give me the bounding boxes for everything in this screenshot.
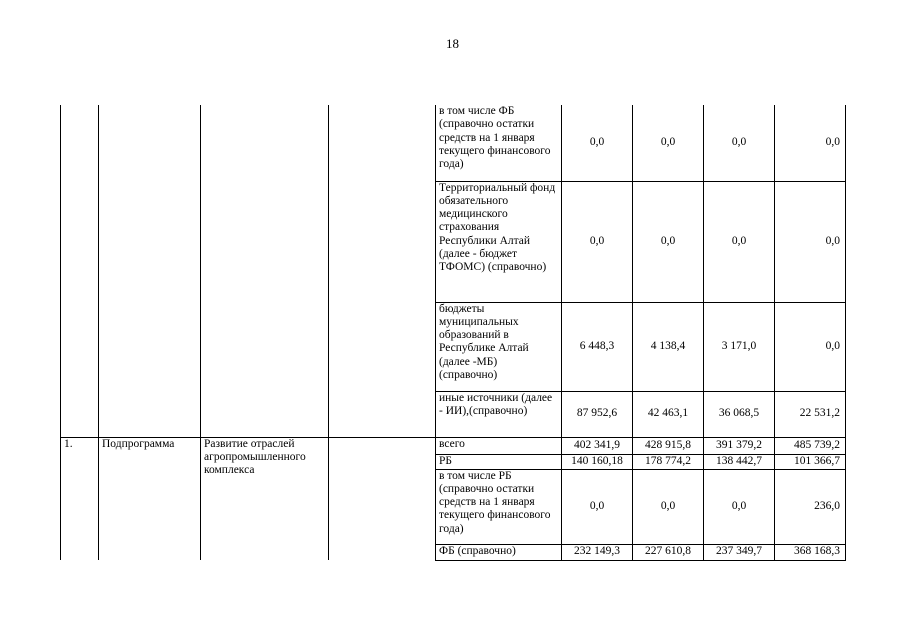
value-cell: 0,0	[704, 105, 775, 181]
value-cell: 0,0	[633, 105, 704, 181]
source-cell: всего	[436, 437, 562, 454]
value-cell: 236,0	[775, 469, 846, 544]
empty-cell	[329, 105, 436, 437]
budget-table	[60, 105, 846, 561]
page-number: 18	[446, 36, 459, 51]
value-cell: 0,0	[562, 181, 633, 302]
value-cell: 178 774,2	[633, 454, 704, 469]
subprogram-type: Подпрограмма	[99, 437, 201, 560]
value-cell: 485 739,2	[775, 437, 846, 454]
value-cell: 0,0	[633, 181, 704, 302]
table-row	[61, 437, 846, 454]
value-cell: 140 160,18	[562, 454, 633, 469]
value-cell: 22 531,2	[775, 391, 846, 437]
value-cell: 42 463,1	[633, 391, 704, 437]
empty-cell	[329, 437, 436, 560]
empty-cell	[61, 105, 99, 437]
value-cell: 402 341,9	[562, 437, 633, 454]
source-cell: Территориальный фонд обязательного медицинского страхования Республики Алтай (далее - бюджет ТФОМС) (справочно)	[436, 181, 562, 302]
value-cell: 428 915,8	[633, 437, 704, 454]
source-cell: иные источники (далее - ИИ),(справочно)	[436, 391, 562, 437]
value-cell: 0,0	[775, 181, 846, 302]
value-cell: 36 068,5	[704, 391, 775, 437]
value-cell: 227 610,8	[633, 544, 704, 560]
value-cell: 0,0	[633, 469, 704, 544]
value-cell: 6 448,3	[562, 302, 633, 391]
value-cell: 101 366,7	[775, 454, 846, 469]
value-cell: 0,0	[562, 469, 633, 544]
empty-cell	[99, 105, 201, 437]
value-cell: 0,0	[775, 302, 846, 391]
value-cell: 0,0	[704, 181, 775, 302]
table-row	[61, 105, 846, 181]
value-cell: 368 168,3	[775, 544, 846, 560]
value-cell: 87 952,6	[562, 391, 633, 437]
subprogram-name: Развитие отраслей агропромышленного комплекса	[201, 437, 329, 560]
value-cell: 4 138,4	[633, 302, 704, 391]
source-cell: ФБ (справочно)	[436, 544, 562, 560]
value-cell: 391 379,2	[704, 437, 775, 454]
source-cell: в том числе РБ (справочно остатки средств на 1 января текущего финансового года)	[436, 469, 562, 544]
value-cell: 3 171,0	[704, 302, 775, 391]
source-cell: РБ	[436, 454, 562, 469]
source-cell: в том числе ФБ (справочно остатки средств на 1 января текущего финансового года)	[436, 105, 562, 181]
empty-cell	[201, 105, 329, 437]
value-cell: 237 349,7	[704, 544, 775, 560]
source-cell: бюджеты муниципальных образований в Республике Алтай (далее -МБ) (справочно)	[436, 302, 562, 391]
value-cell: 138 442,7	[704, 454, 775, 469]
row-number: 1.	[61, 437, 99, 560]
value-cell: 0,0	[562, 105, 633, 181]
value-cell: 0,0	[775, 105, 846, 181]
value-cell: 232 149,3	[562, 544, 633, 560]
value-cell: 0,0	[704, 469, 775, 544]
